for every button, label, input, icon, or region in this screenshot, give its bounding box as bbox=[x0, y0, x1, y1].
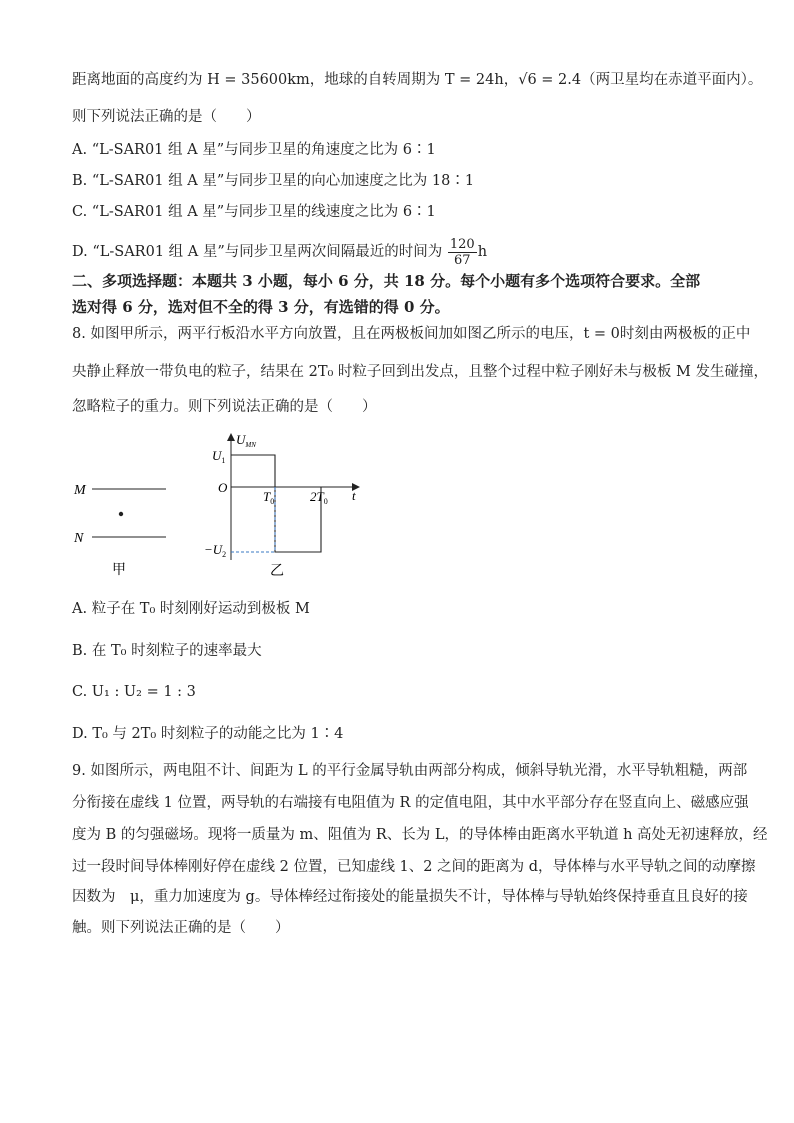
q8-option-c: C. U₁ : U₂ = 1 : 3 bbox=[72, 684, 196, 700]
svg-text:U1 bbox=[212, 448, 225, 465]
q9-stem-line-4: 过一段时间导体棒刚好停在虚线 2 位置，已知虚线 1、2 之间的距离为 d，导体棒与水平导轨之间的动摩擦 bbox=[72, 859, 756, 875]
svg-text:−U2 bbox=[204, 542, 226, 559]
q9-stem-line-3: 度为 B 的匀强磁场。现将一质量为 m、阻值为 R、长为 L，的导体棒由距离水平轨道 h 高处无初速释放，经 bbox=[72, 827, 768, 843]
q7-option-b: B. “L-SAR01 组 A 星”与同步卫星的向心加速度之比为 18∶1 bbox=[72, 173, 475, 189]
svg-text:UMN bbox=[236, 432, 256, 449]
y-axis-subscript: MN bbox=[245, 441, 256, 449]
plate-m-label: M bbox=[74, 483, 86, 498]
q7-option-d bbox=[72, 234, 487, 270]
two-t0-label: 2T bbox=[310, 489, 324, 504]
u1-subscript: 1 bbox=[221, 456, 226, 465]
origin-label: O bbox=[218, 480, 228, 495]
svg-text:T0 bbox=[263, 489, 274, 506]
u1-label: U bbox=[212, 448, 222, 463]
y-axis-label: U bbox=[236, 432, 246, 447]
q7-stem-line-1: 距离地面的高度约为 H = 35600km，地球的自转周期为 T = 24h，√6 = 2.4（两卫星均在赤道平面内）。 bbox=[72, 72, 763, 88]
q7-option-c: C. “L-SAR01 组 A 星”与同步卫星的线速度之比为 6∶1 bbox=[72, 204, 436, 220]
q9-stem-line-1: 9. 如图所示，两电阻不计、间距为 L 的平行金属导轨由两部分构成，倾斜导轨光滑，水平导轨粗糙，两部 bbox=[72, 763, 748, 779]
fraction-denominator: 67 bbox=[454, 252, 471, 268]
figure-yi-voltage-graph bbox=[196, 428, 368, 580]
q9-stem-line-2: 分衔接在虚线 1 位置，两导轨的右端接有电阻值为 R 的定值电阻，其中水平部分存在竖直向上、磁感应强 bbox=[72, 795, 749, 811]
q7-option-a: A. “L-SAR01 组 A 星”与同步卫星的角速度之比为 6∶1 bbox=[72, 142, 436, 158]
q9-stem-line-6: 触。则下列说法正确的是（ ） bbox=[72, 920, 290, 936]
section-heading-line-2: 选对得 6 分，选对但不全的得 3 分，有选错的得 0 分。 bbox=[72, 298, 450, 316]
svg-text:2T0 bbox=[310, 489, 328, 506]
two-t0-subscript: 0 bbox=[323, 497, 328, 506]
q8-stem-line-2: 央静止释放一带负电的粒子，结果在 2T₀ 时粒子回到出发点，且整个过程中粒子刚好未与极板 M 发生碰撞， bbox=[72, 364, 768, 380]
section-heading-line-1: 二、多项选择题：本题共 3 小题，每小 6 分，共 18 分。每个小题有多个选项符合要求。全部 bbox=[72, 272, 701, 290]
q7-stem-line-2: 则下列说法正确的是（ ） bbox=[72, 109, 261, 125]
q8-option-b: B. 在 T₀ 时刻粒子的速率最大 bbox=[72, 643, 262, 659]
q8-option-a: A. 粒子在 T₀ 时刻刚好运动到极板 M bbox=[72, 601, 310, 617]
t-axis-label: t bbox=[352, 488, 356, 503]
figure-yi-caption: 乙 bbox=[270, 564, 284, 579]
q8-stem-line-1: 8. 如图甲所示，两平行板沿水平方向放置，且在两极板间加如图乙所示的电压，t = 0时刻由两极板的正中 bbox=[72, 326, 751, 342]
q8-stem-line-3: 忽略粒子的重力。则下列说法正确的是（ ） bbox=[72, 399, 377, 415]
q7-option-d-fraction bbox=[448, 237, 477, 268]
q7-option-d-text: D. “L-SAR01 组 A 星”与同步卫星两次间隔最近的时间为 bbox=[72, 244, 443, 260]
neg-u2-subscript: 2 bbox=[222, 550, 227, 559]
fraction-numerator: 120 bbox=[449, 236, 475, 252]
q8-option-d: D. T₀ 与 2T₀ 时刻粒子的动能之比为 1∶4 bbox=[72, 726, 344, 742]
q7-option-d-unit: h bbox=[477, 244, 488, 260]
figure-jia-plates bbox=[68, 474, 178, 584]
t0-subscript: 0 bbox=[270, 497, 275, 506]
q9-stem-line-5: 因数为 μ，重力加速度为 g。导体棒经过衔接处的能量损失不计，导体棒与导轨始终保持垂直且良好的接 bbox=[72, 889, 748, 905]
neg-u2-label: −U bbox=[204, 542, 223, 557]
plate-n-label: N bbox=[74, 531, 84, 546]
figure-jia-caption: 甲 bbox=[112, 563, 126, 578]
t0-label: T bbox=[263, 489, 271, 504]
